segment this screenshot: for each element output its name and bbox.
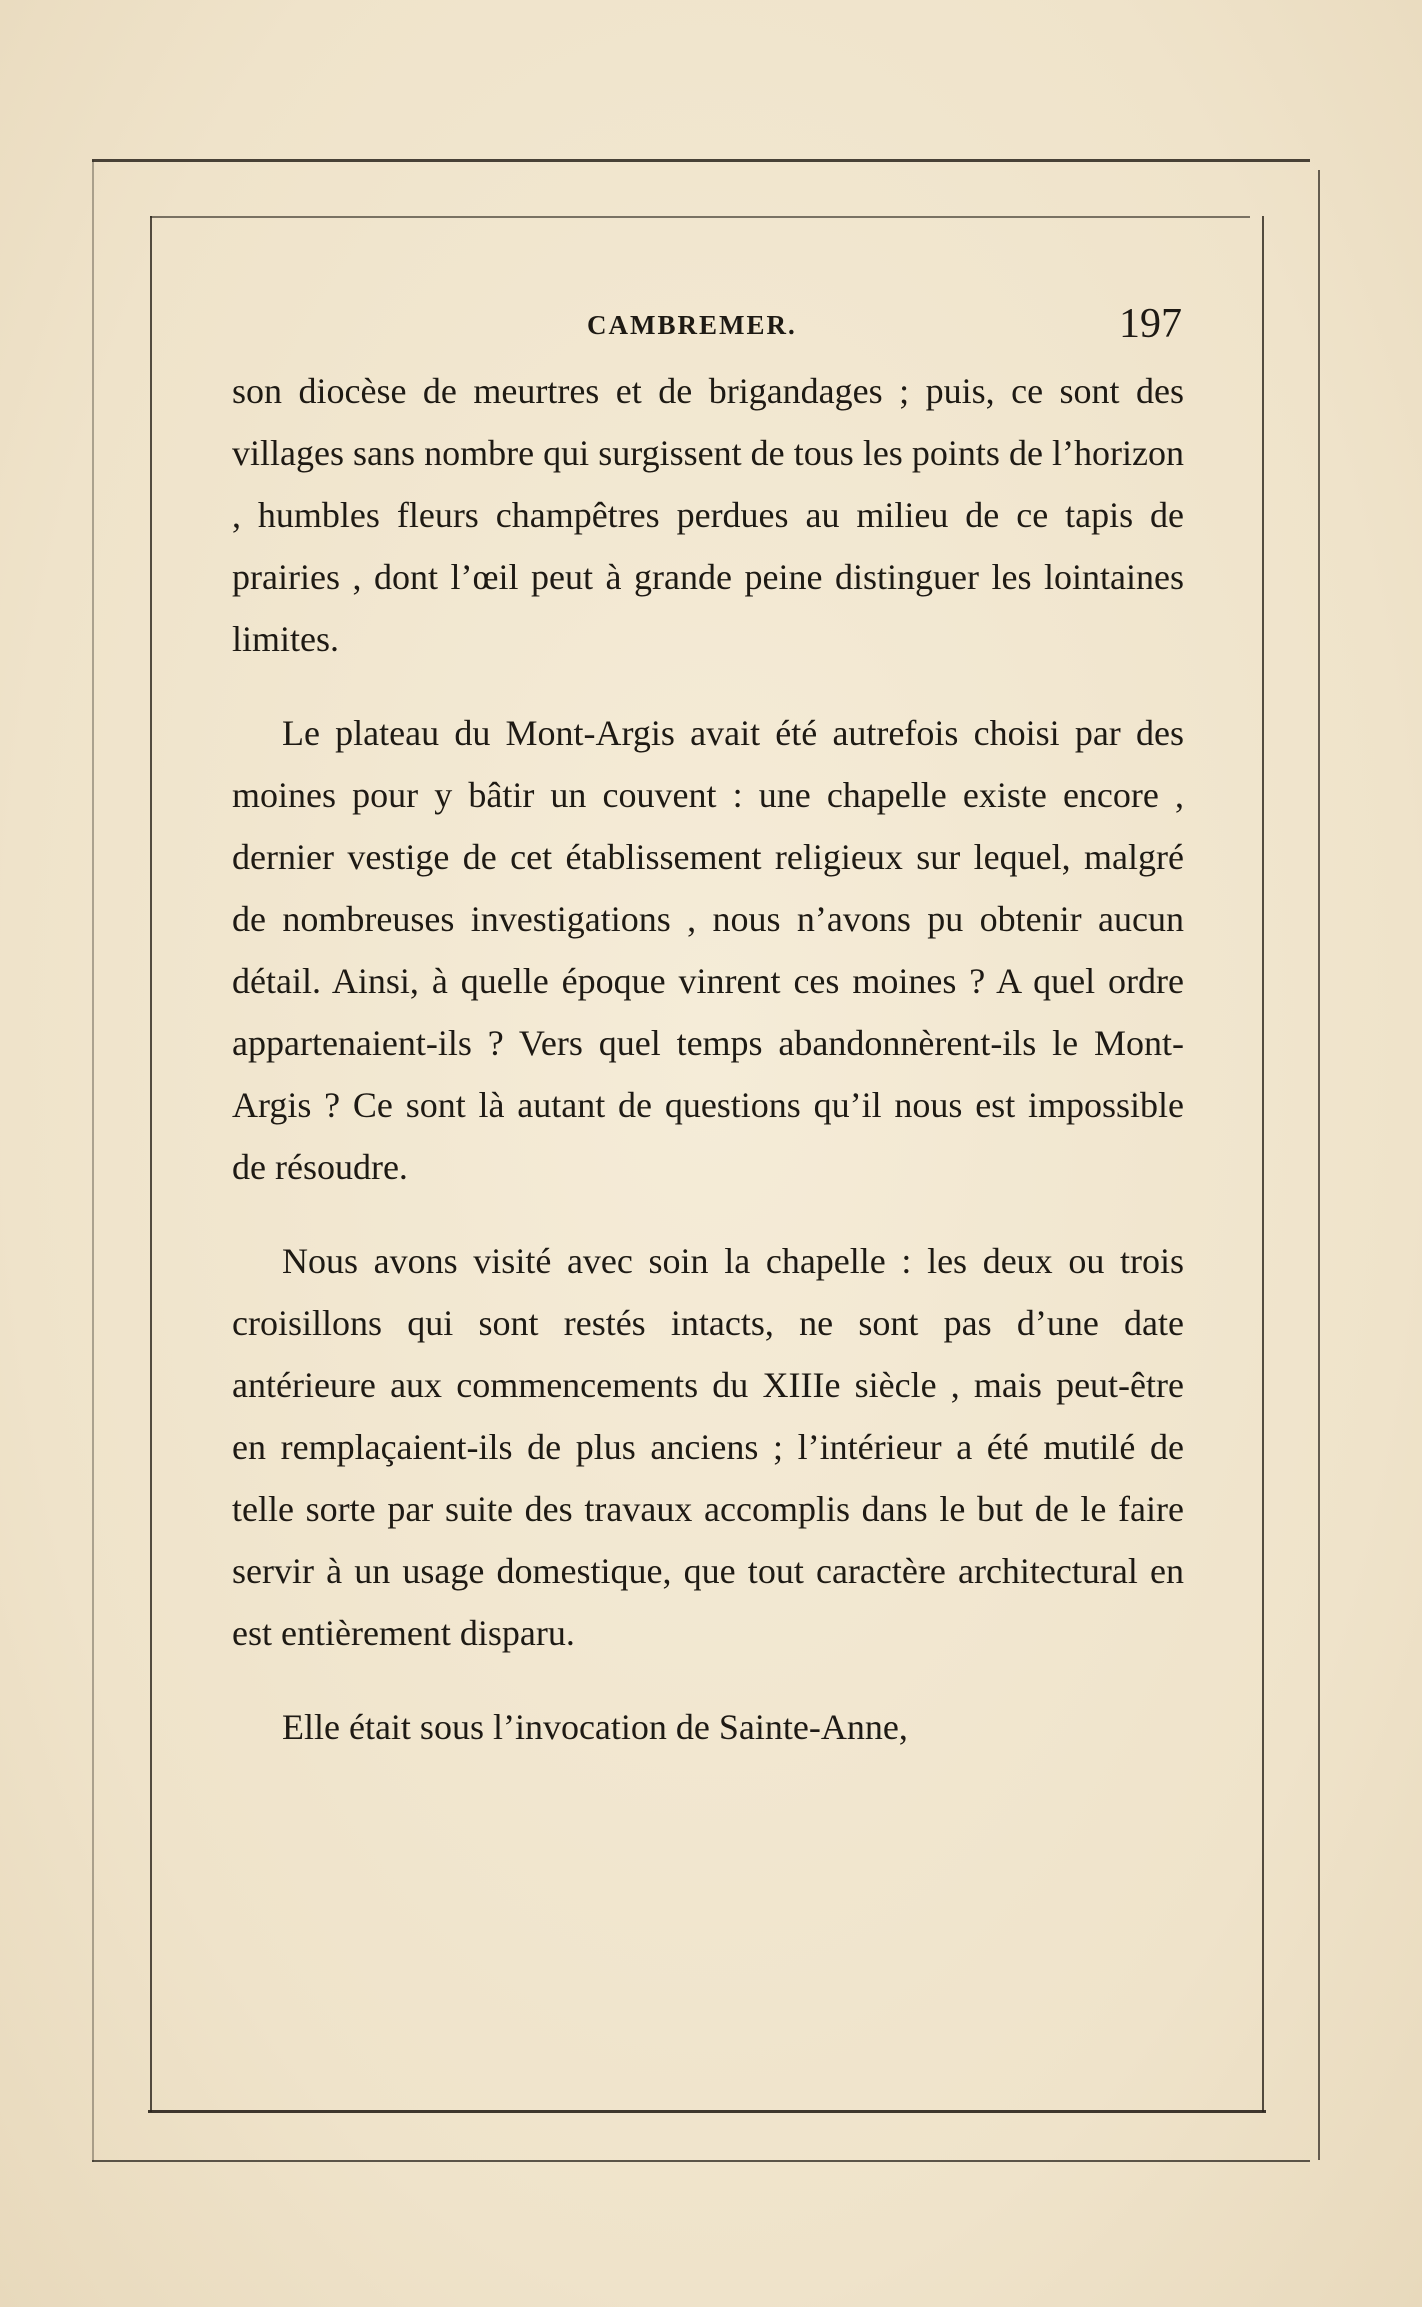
bottom-inner-rule bbox=[148, 2110, 1266, 2113]
bottom-outer-rule bbox=[92, 2160, 1310, 2162]
paragraph-text: son diocèse de meurtres et de brigandages ; puis, ce sont des villages sans nombre qui surgissent de tous les points de l’horizon , humbles fleurs champêtres perdues au milieu de ce tapis de prairies , dont l’œil peut à grande peine distinguer les lointaines limites. bbox=[232, 371, 1184, 659]
page-number: 197 bbox=[1119, 301, 1182, 347]
paragraph-text: Elle était sous l’invocation de Sainte-Anne, bbox=[282, 1707, 908, 1747]
left-outer-rule bbox=[92, 160, 94, 2162]
left-inner-rule bbox=[150, 216, 152, 2112]
right-outer-rule bbox=[1318, 170, 1320, 2160]
running-title: CAMBREMER. bbox=[587, 310, 797, 340]
paragraph-text: Le plateau du Mont-Argis avait été autrefois choisi par des moines pour y bâtir un couvent : une chapelle existe encore , dernier vestige de cet établissement religieux sur lequel, malgré de nombreuses investigations , nous n’avons pu obtenir aucun détail. Ainsi, à quelle époque vinrent ces moines ? A quel ordre appartenaient-ils ? Vers quel temps abandonnèrent-ils le Mont-Argis ? Ce sont là autant de questions qu’il nous est impossible de résoudre. bbox=[232, 713, 1184, 1187]
paragraph bbox=[232, 1230, 1184, 1664]
page-header bbox=[232, 300, 1192, 350]
paragraph bbox=[232, 360, 1184, 670]
paragraph bbox=[232, 702, 1184, 1198]
paragraph-text: Nous avons visité avec soin la chapelle : les deux ou trois croisillons qui sont restés intacts, ne sont pas d’une date antérieure aux commencements du XIIIe siècle , mais peut-être en remplaçaient-ils de plus anciens ; l’intérieur a été mutilé de telle sorte par suite des travaux accomplis dans le but de le faire servir à un usage domestique, que tout caractère architectural en est entièrement disparu. bbox=[232, 1241, 1184, 1653]
right-inner-rule bbox=[1262, 216, 1264, 2112]
body-text bbox=[232, 360, 1184, 1758]
top-inner-rule bbox=[150, 216, 1250, 218]
top-outer-rule bbox=[92, 159, 1310, 162]
paragraph bbox=[232, 1696, 1184, 1758]
